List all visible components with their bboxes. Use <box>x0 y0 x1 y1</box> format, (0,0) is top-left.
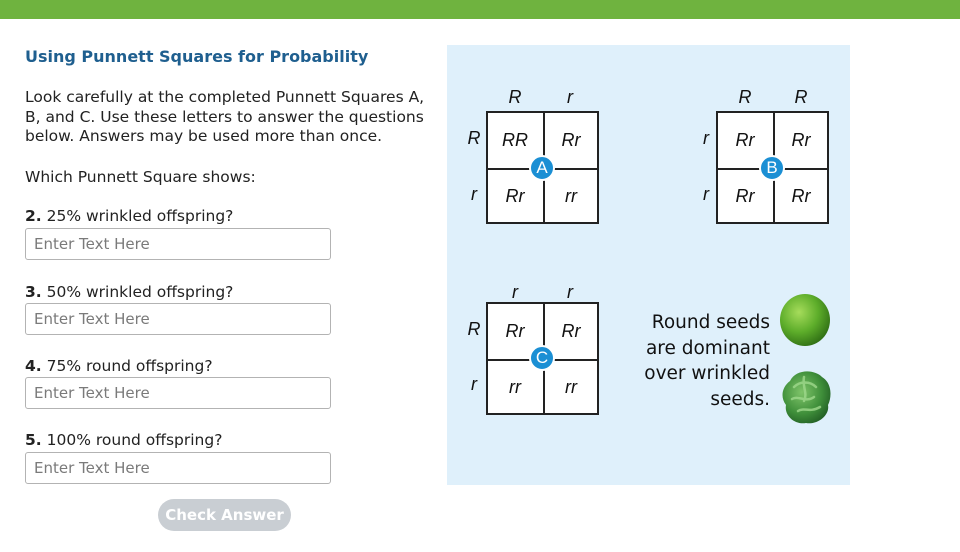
note-line-4: seeds. <box>710 388 770 410</box>
square-b-top-allele-1: R <box>738 87 752 107</box>
question-5-input[interactable] <box>25 452 331 484</box>
square-a-badge: A <box>529 155 555 181</box>
top-accent-bar <box>0 0 960 19</box>
square-b-badge: B <box>759 155 785 181</box>
question-4-input[interactable] <box>25 377 331 409</box>
note-line-1: Round seeds <box>651 312 770 333</box>
square-a-top-allele-2: r <box>567 87 573 107</box>
square-a-side-allele-2: r <box>471 184 477 204</box>
square-b-cell-4: Rr <box>791 186 811 206</box>
square-b-side-allele-2: r <box>703 184 709 204</box>
wrinkled-pea-icon <box>780 367 834 427</box>
note-line-3: over wrinkled <box>644 363 770 384</box>
round-pea-icon <box>778 292 832 348</box>
square-b-cell-1: Rr <box>735 130 755 150</box>
square-b-cell-3: Rr <box>735 186 755 206</box>
question-3-input[interactable] <box>25 303 331 335</box>
question-2-label: 2. 25% wrinkled offspring? <box>25 207 234 225</box>
page-title: Using Punnett Squares for Probability <box>25 47 369 66</box>
square-c-badge: C <box>529 345 555 371</box>
square-a-cell-4: rr <box>565 186 577 206</box>
square-a-cell-3: Rr <box>505 186 525 206</box>
dominance-note <box>615 310 770 412</box>
square-c-cell-4: rr <box>565 377 577 397</box>
question-4-label: 4. 75% round offspring? <box>25 357 213 375</box>
square-b-cell-2: Rr <box>791 130 811 150</box>
square-c-cell-1: Rr <box>505 321 525 341</box>
question-prompt: Which Punnett Square shows: <box>25 168 256 186</box>
square-a-cell-1: RR <box>502 130 528 150</box>
square-b-side-allele-1: r <box>703 128 709 148</box>
square-c-side-allele-1: R <box>467 319 481 339</box>
square-a-top-allele-1: R <box>508 87 522 107</box>
square-c-cell-2: Rr <box>561 321 581 341</box>
question-2-input[interactable] <box>25 228 331 260</box>
question-3-label: 3. 50% wrinkled offspring? <box>25 283 234 301</box>
square-c-top-allele-2: r <box>567 282 573 302</box>
check-answer-button[interactable]: Check Answer <box>158 499 291 531</box>
instructions-text: Look carefully at the completed Punnett Squares A, B, and C. Use these letters to answer the questions below. Answers may be used more than once. <box>25 88 425 145</box>
square-c-cell-3: rr <box>509 377 521 397</box>
square-a-side-allele-1: R <box>467 128 481 148</box>
note-line-2: are dominant <box>645 337 770 359</box>
square-b-top-allele-2: R <box>794 87 808 107</box>
square-c-top-allele-1: r <box>512 282 518 302</box>
square-c-side-allele-2: r <box>471 374 477 394</box>
square-a-cell-2: Rr <box>561 130 581 150</box>
question-5-label: 5. 100% round offspring? <box>25 431 223 449</box>
